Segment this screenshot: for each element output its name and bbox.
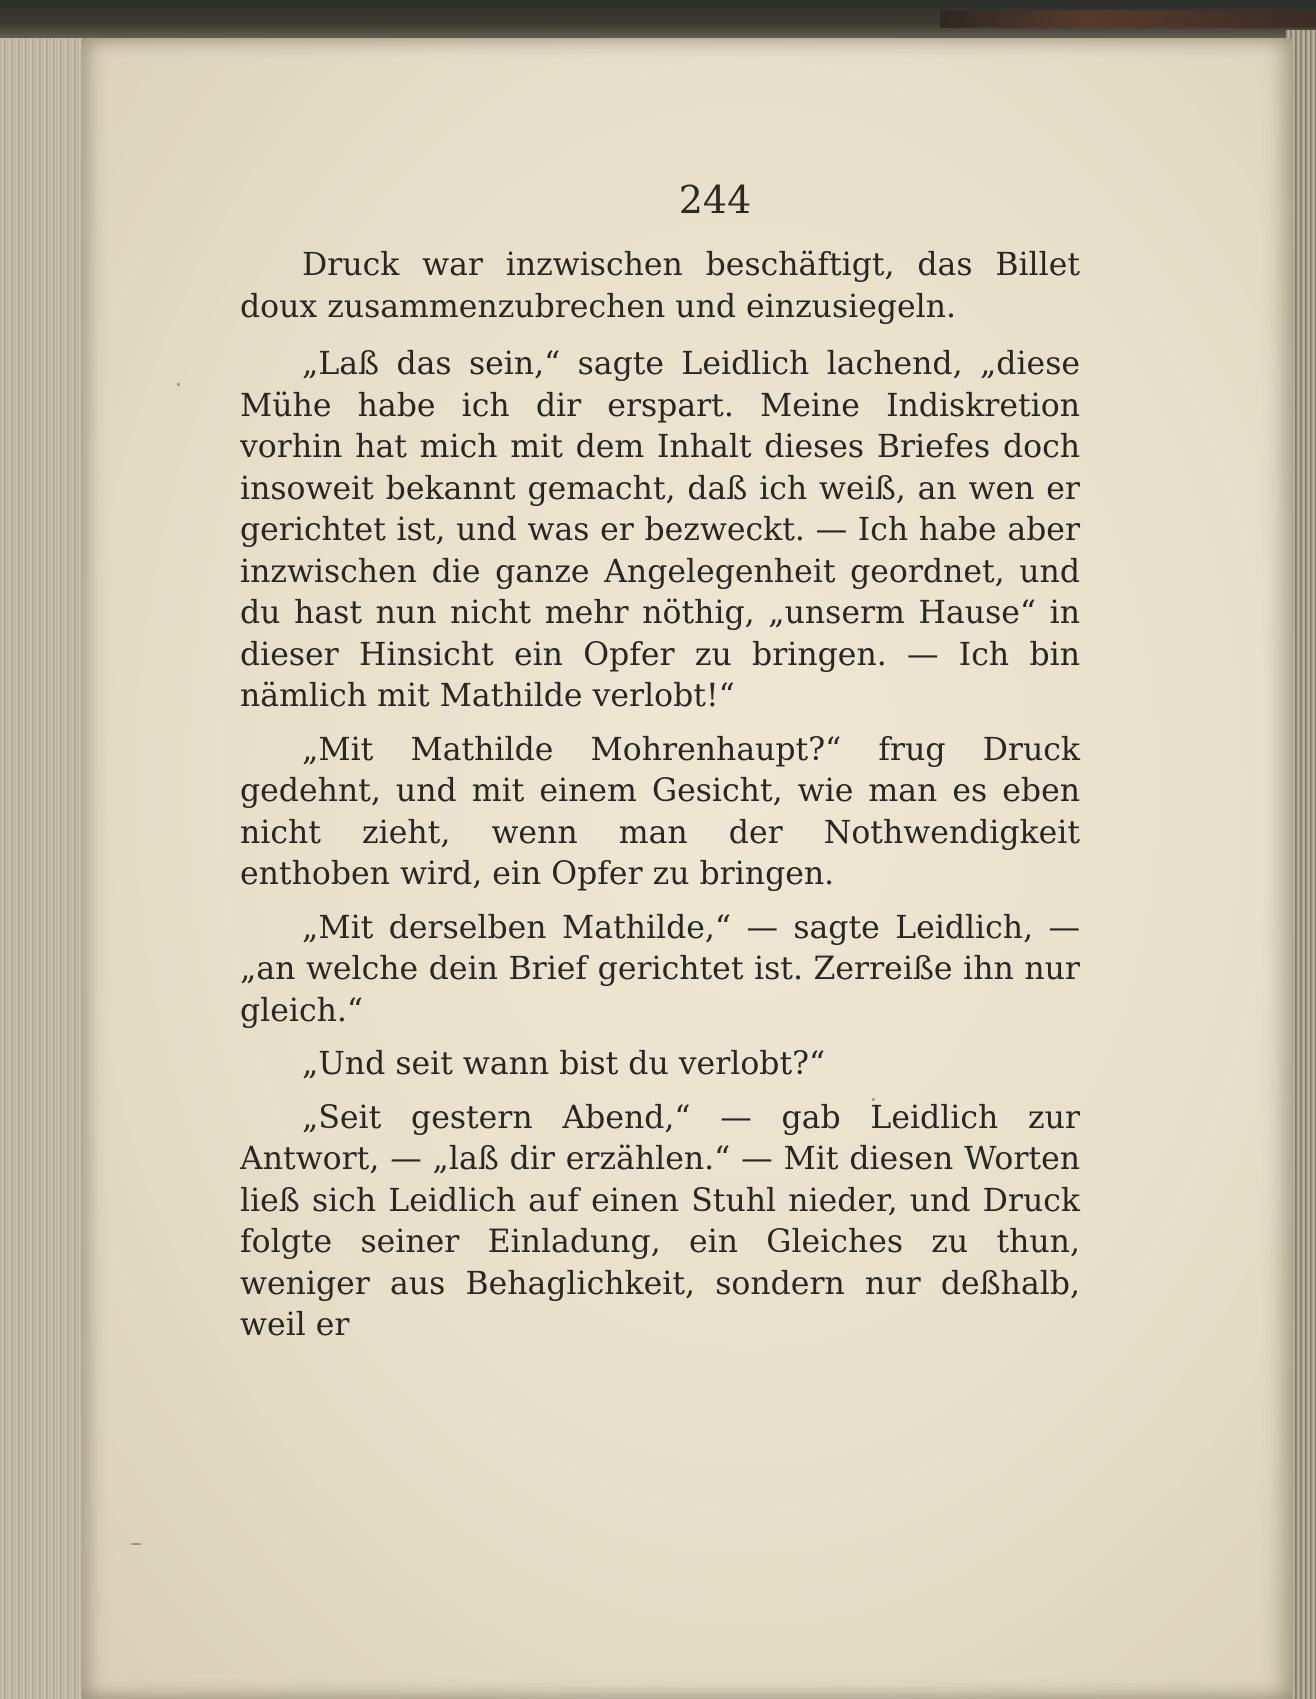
paragraph: „Seit gestern Abend,“ — gab Leidlich zur Antwort, — „laß dir erzählen.“ — Mit diesen Worten ließ sich Leidlich auf einen Stuhl nieder, und Druck folgte seiner Einladung, ein Gleiches zu thun, weniger aus Behaglichkeit, sondern nur deßhalb, weil er bbox=[240, 1099, 1080, 1343]
paper-speck bbox=[177, 383, 180, 386]
paragraph: „Und seit wann bist du verlobt?“ bbox=[302, 1046, 826, 1082]
body-text bbox=[240, 245, 1080, 1359]
page-stack-left bbox=[0, 38, 90, 1699]
paragraph: „Mit Mathilde Mohrenhaupt?“ frug Druck gedehnt, und mit einem Gesicht, wie man es eben nicht zieht, wenn man der Nothwendigkeit enthoben wird, ein Opfer zu bringen. bbox=[240, 731, 1080, 892]
paragraph: Druck war inzwischen beschäftigt, das Billet doux zusammenzubrechen und einzusiegeln. bbox=[240, 247, 1080, 325]
paragraph: „Mit derselben Mathilde,“ — sagte Leidlich, — „an welche dein Brief gerichtet ist. Zerreiße ihn nur gleich.“ bbox=[240, 909, 1080, 1029]
paragraph: „Laß das sein,“ sagte Leidlich lachend, „diese Mühe habe ich dir erspart. Meine Indiskretion vorhin hat mich mit dem Inhalt dieses Briefes doch insoweit bekannt gemacht, daß ich weiß, an wen er gerichtet ist, und was er bezweckt. — Ich habe aber inzwischen die ganze Angelegenheit geordnet, und du hast nun nicht mehr nöthig, „unserm Hause“ in dieser Hinsicht ein Opfer zu bringen. — Ich bin nämlich mit Mathilde verlobt!“ bbox=[240, 346, 1080, 714]
page-number: 244 bbox=[678, 178, 752, 222]
paper-speck bbox=[130, 1543, 142, 1545]
book-cover-edge bbox=[940, 10, 1316, 28]
